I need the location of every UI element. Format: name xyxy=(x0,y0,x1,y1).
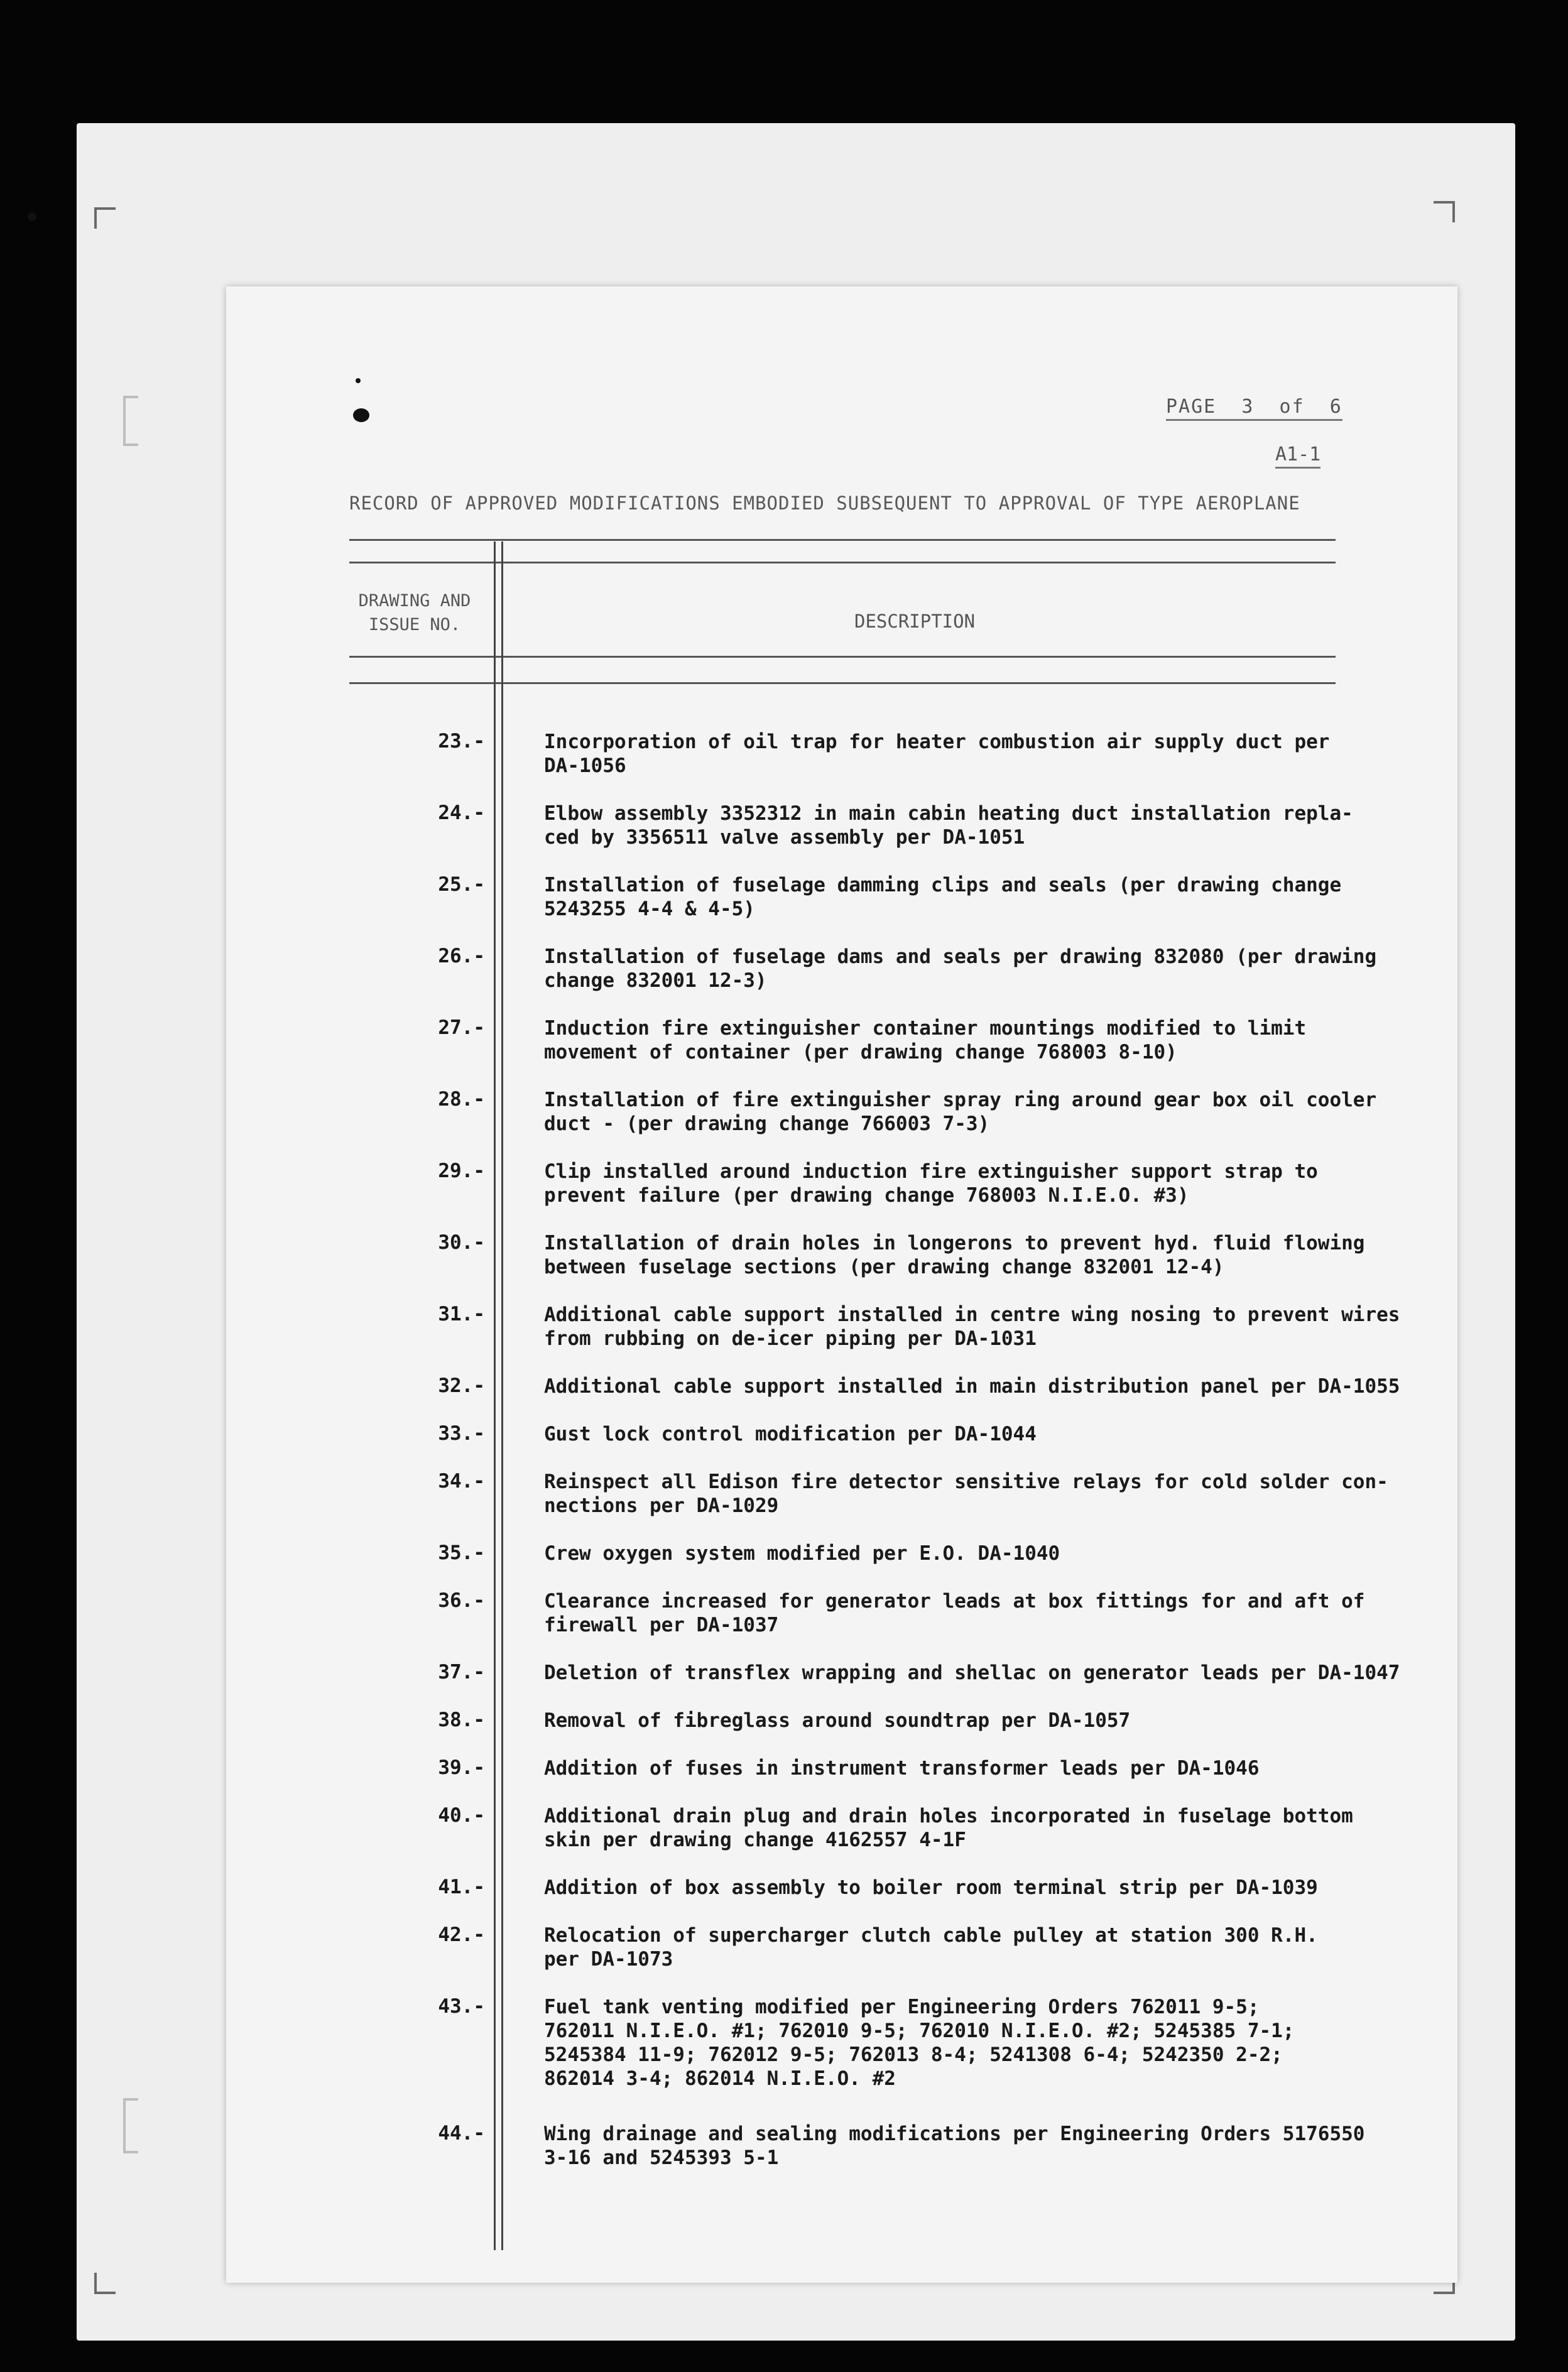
entry-description: Fuel tank venting modified per Engineering Orders 762011 9-5; 762011 N.I.E.O. #1; 762010 9-5; 762010 N.I.E.O. #2; 5245385 7-1; 5245384 11-9; 762012 9-5; 762013 8-4; 5241308 6-4; 5242350 2-2; 862014 3-4; 862014 N.I.E.O. #2 xyxy=(544,1996,1295,2090)
entry-description: Installation of drain holes in longerons to prevent hyd. fluid flowing between fuselage sections (per drawing change 832001 12-4) xyxy=(544,1232,1365,1278)
entry-number: 29.- xyxy=(438,1160,485,1182)
rule-line xyxy=(349,539,1336,541)
entry-number: 36.- xyxy=(438,1589,485,1612)
column-header-drawing-issue: DRAWING AND ISSUE NO. xyxy=(358,591,471,634)
entry-description: Clearance increased for generator leads at box fittings for and aft of firewall per DA-1037 xyxy=(544,1590,1365,1636)
entry-number: 44.- xyxy=(438,2122,485,2145)
entry-description: Addition of fuses in instrument transformer leads per DA-1046 xyxy=(544,1757,1260,1780)
corner-mark xyxy=(94,2273,116,2294)
entry-number: 26.- xyxy=(438,945,485,967)
entry-number: 43.- xyxy=(438,1995,485,2018)
entry-description: Additional cable support installed in main distribution panel per DA-1055 xyxy=(544,1375,1400,1398)
entry-description: Elbow assembly 3352312 in main cabin heating duct installation repla- ced by 3356511 valve assembly per DA-1051 xyxy=(544,802,1353,849)
entry-number: 37.- xyxy=(438,1661,485,1684)
entry-description: Deletion of transflex wrapping and shellac on generator leads per DA-1047 xyxy=(544,1662,1400,1684)
entry-description: Clip installed around induction fire extinguisher support strap to prevent failure (per drawing change 768003 N.I.E.O. #3) xyxy=(544,1160,1318,1207)
entry-description: Incorporation of oil trap for heater combustion air supply duct per DA-1056 xyxy=(544,731,1330,777)
record-title: RECORD OF APPROVED MODIFICATIONS EMBODIED SUBSEQUENT TO APPROVAL OF TYPE AEROPLANE xyxy=(349,492,1300,514)
entry-number: 23.- xyxy=(438,730,485,753)
entry-number: 40.- xyxy=(438,1804,485,1827)
entry-number: 39.- xyxy=(438,1756,485,1779)
entry-number: 28.- xyxy=(438,1088,485,1111)
entry-description: Gust lock control modification per DA-1044 xyxy=(544,1423,1037,1445)
entry-number: 33.- xyxy=(438,1422,485,1445)
corner-mark xyxy=(1434,201,1455,222)
page-number: PAGE 3 of 6 xyxy=(1166,396,1342,421)
entry-number: 27.- xyxy=(438,1016,485,1039)
entry-number: 24.- xyxy=(438,802,485,824)
document-sheet xyxy=(226,286,1457,2283)
ink-dot xyxy=(356,378,361,383)
entry-number: 32.- xyxy=(438,1374,485,1397)
bracket-mark xyxy=(123,396,138,446)
entry-number: 25.- xyxy=(438,873,485,896)
entry-description: Additional drain plug and drain holes incorporated in fuselage bottom skin per drawing change 4162557 4-1F xyxy=(544,1805,1353,1851)
entry-description: Induction fire extinguisher container mountings modified to limit movement of container (per drawing change 768003 8-10) xyxy=(544,1017,1307,1064)
column-divider xyxy=(494,541,496,2250)
entry-description: Addition of box assembly to boiler room terminal strip per DA-1039 xyxy=(544,1876,1318,1899)
entry-description: Reinspect all Edison fire detector sensitive relays for cold solder con- nections per DA-1029 xyxy=(544,1471,1388,1517)
entry-description: Removal of fibreglass around soundtrap per DA-1057 xyxy=(544,1709,1131,1732)
rule-line xyxy=(349,682,1336,684)
entry-number: 34.- xyxy=(438,1470,485,1493)
entry-number: 31.- xyxy=(438,1303,485,1325)
entry-description: Additional cable support installed in centre wing nosing to prevent wires from rubbing on de-icer piping per DA-1031 xyxy=(544,1303,1400,1350)
bracket-mark xyxy=(123,2098,138,2153)
corner-mark xyxy=(94,207,116,229)
column-header-description: DESCRIPTION xyxy=(854,611,976,632)
entry-description: Installation of fuselage damming clips and seals (per drawing change 5243255 4-4 & 4-5) xyxy=(544,874,1342,920)
entry-description: Relocation of supercharger clutch cable pulley at station 300 R.H. per DA-1073 xyxy=(544,1924,1318,1971)
entry-description: Crew oxygen system modified per E.O. DA-1040 xyxy=(544,1542,1060,1565)
entry-number: 41.- xyxy=(438,1876,485,1898)
column-divider xyxy=(501,541,503,2250)
entry-description: Installation of fire extinguisher spray ring around gear box oil cooler duct - (per drawing change 766003 7-3) xyxy=(544,1089,1377,1135)
entry-number: 30.- xyxy=(438,1231,485,1254)
entry-number: 35.- xyxy=(438,1542,485,1564)
entry-number: 38.- xyxy=(438,1709,485,1731)
rule-line xyxy=(349,656,1336,658)
dust-speck xyxy=(28,212,36,221)
entry-description: Installation of fuselage dams and seals per drawing 832080 (per drawing change 832001 12-3) xyxy=(544,945,1377,992)
form-number: A1-1 xyxy=(1275,443,1320,469)
rule-line xyxy=(349,562,1336,563)
ink-blot xyxy=(353,408,369,422)
entry-description: Wing drainage and sealing modifications per Engineering Orders 5176550 3-16 and 5245393 5-1 xyxy=(544,2123,1365,2169)
entry-number: 42.- xyxy=(438,1923,485,1946)
